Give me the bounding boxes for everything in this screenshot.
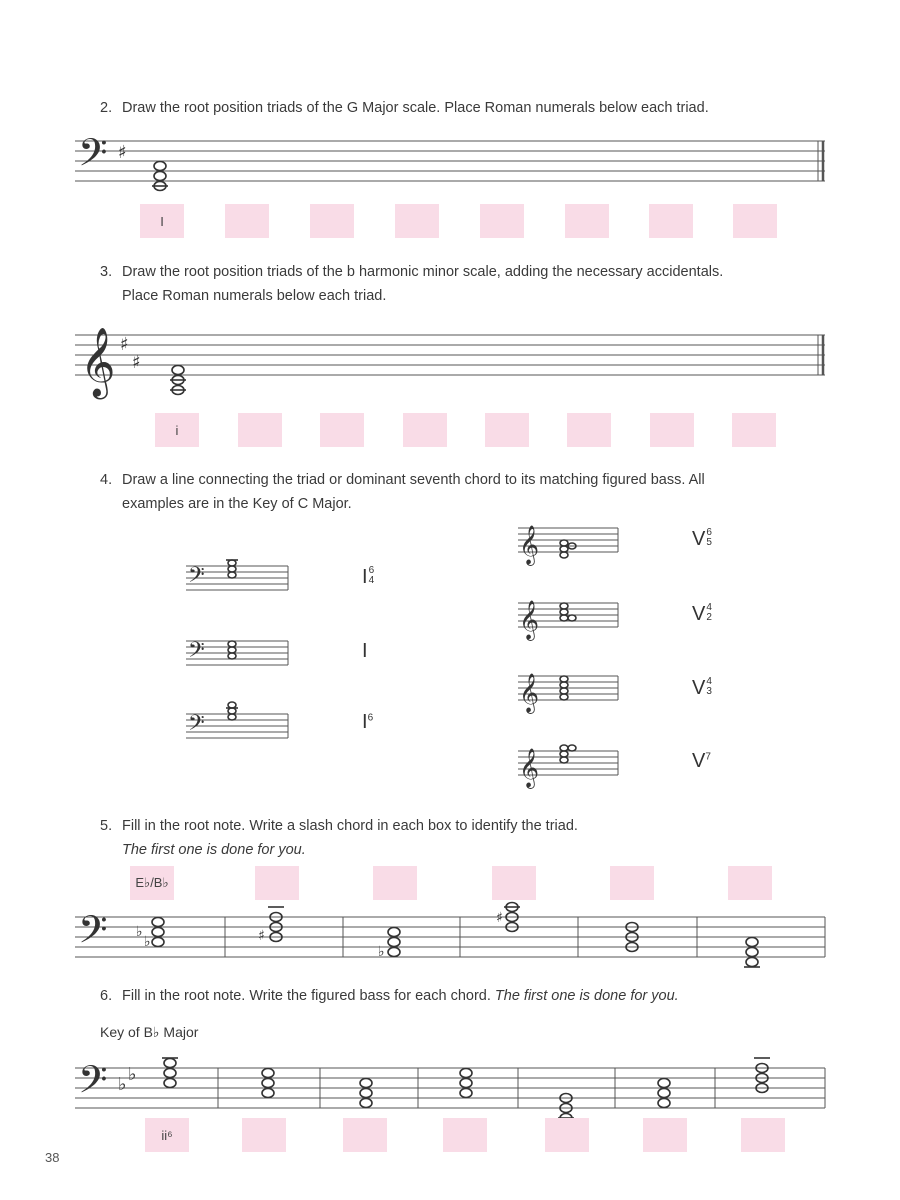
q5-answer-box[interactable] [728,866,772,900]
q4-prompt: 4. Draw a line connecting the triad or dominant seventh chord to its matching figured bass. All examples are in the Key of C Major. [100,472,705,512]
sharp-icon: ♯ [132,352,141,373]
flat-icon: ♭ [144,934,151,950]
q4-figure-right-2[interactable]: V 4 2 [692,602,712,625]
flat-icon: ♭ [378,944,385,960]
bass-clef-icon: 𝄢 [78,1057,108,1111]
q3-answer-box[interactable] [732,413,776,447]
q6-answer-box[interactable] [741,1118,785,1152]
q4-figure-right-1[interactable]: V 6 5 [692,527,712,550]
q2-prompt: 2. Draw the root position triads of the G Major scale. Place Roman numerals below each triad. [100,100,709,116]
treble-clef-icon: 𝄞 [519,525,540,565]
q4-staff-left-3 [186,714,288,738]
q2-staff [75,141,825,181]
q5-answer-box[interactable]: E♭/B♭ [130,866,174,900]
q2-answer-box[interactable] [480,204,524,238]
q4-staff-right-1 [518,528,618,552]
q3-answer-box[interactable] [238,413,282,447]
q3-answer-box[interactable] [403,413,447,447]
page-number: 38 [45,1150,60,1165]
q2-answer-box[interactable] [310,204,354,238]
q2-answer-box[interactable] [649,204,693,238]
key-label: Key of B♭ Major [100,1024,199,1040]
q4-staff-right-2 [518,603,618,627]
q3-answer-box[interactable] [567,413,611,447]
q3-answer-box[interactable] [485,413,529,447]
bass-clef-icon: 𝄢 [188,638,205,668]
bass-clef-icon: 𝄢 [78,907,108,961]
q5-answer-box[interactable] [373,866,417,900]
treble-clef-icon: 𝄞 [519,600,540,640]
bass-clef-icon: 𝄢 [188,563,205,593]
q2-answer-box[interactable] [733,204,777,238]
q5-answer-box[interactable] [610,866,654,900]
q2-answer-box[interactable] [395,204,439,238]
treble-clef-icon: 𝄞 [80,327,116,397]
q6-answer-box[interactable] [343,1118,387,1152]
q4-figure-left-3[interactable]: $I^6$ [362,711,374,733]
q3-prompt: 3. Draw the root position triads of the b harmonic minor scale, adding the necessary accidentals. Place Roman numerals below each triad. [100,264,724,304]
q6-answer-box[interactable] [643,1118,687,1152]
q3-answer-box[interactable] [650,413,694,447]
q6-answer-box[interactable]: ii⁶ [145,1118,189,1152]
q6-answer-box[interactable] [545,1118,589,1152]
q3-answer-box[interactable]: i [155,413,199,447]
flat-icon: ♭ [118,1074,127,1095]
q6-prompt: 6. Fill in the root note. Write the figured bass for each chord. The first one is done for you. [100,988,679,1004]
q5-answer-box[interactable] [255,866,299,900]
sharp-icon: ♯ [120,334,129,355]
q4-figure-right-4[interactable]: $V^7$ [692,750,711,772]
bass-clef-icon: 𝄢 [188,711,205,741]
flat-icon: ♭ [136,924,143,940]
flat-icon: ♭ [128,1064,137,1085]
q4-staff-left-1 [186,566,288,590]
q4-figure-right-3[interactable]: V 4 3 [692,676,712,699]
bass-clef-icon: 𝄢 [78,130,108,184]
q2-answer-box[interactable]: I [140,204,184,238]
q4-staff-right-3 [518,676,618,700]
q5-staff [75,917,825,957]
q4-staff-left-2 [186,641,288,665]
q5-answer-box[interactable] [492,866,536,900]
sharp-icon: ♯ [496,910,503,926]
treble-clef-icon: 𝄞 [519,748,540,788]
q6-answer-box[interactable] [242,1118,286,1152]
q2-answer-box[interactable] [225,204,269,238]
treble-clef-icon: 𝄞 [519,673,540,713]
q3-staff [75,335,825,375]
q4-staff-right-4 [518,751,618,775]
q4-figure-left-2[interactable]: I [362,640,368,662]
sharp-icon: ♯ [118,142,127,163]
q6-answer-box[interactable] [443,1118,487,1152]
q6-staff [75,1068,825,1108]
q5-prompt: 5. Fill in the root note. Write a slash chord in each box to identify the triad. The first one is done for you. [100,818,578,858]
q4-figure-left-1[interactable]: I 6 4 [362,565,375,588]
sharp-icon: ♯ [258,928,265,944]
q3-answer-box[interactable] [320,413,364,447]
q2-answer-box[interactable] [565,204,609,238]
